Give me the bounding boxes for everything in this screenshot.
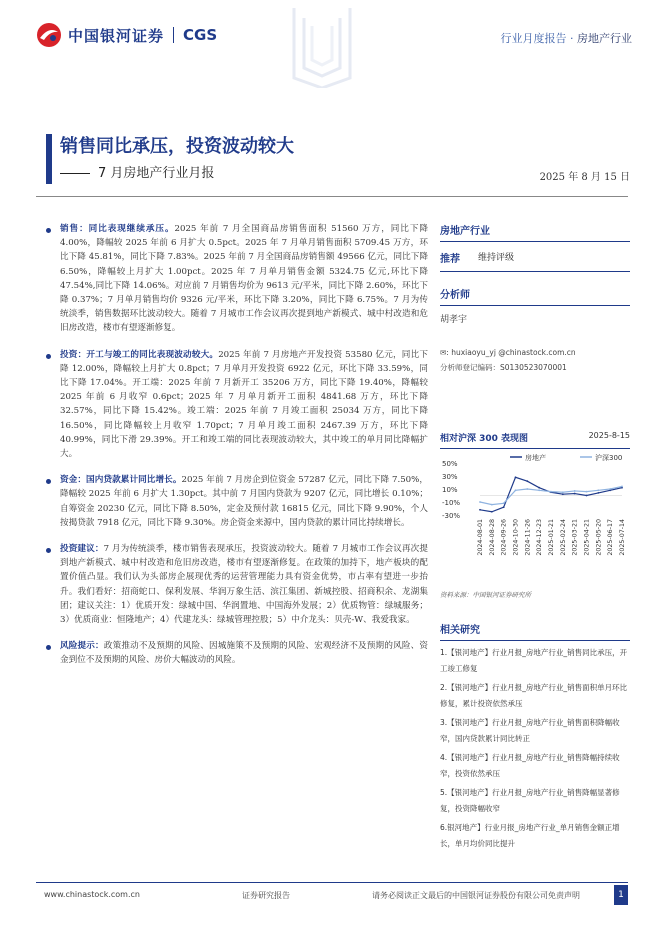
chart-header: [440, 427, 630, 449]
x-tick-label: 2024-08-01: [477, 519, 484, 556]
header-divider: [36, 196, 628, 197]
series-point: [538, 487, 540, 489]
x-tick-label: 2025-04-21: [583, 519, 591, 556]
bullet-dot-icon: [46, 228, 51, 233]
report-type: 行业月度报告: [500, 32, 567, 45]
x-tick-label: 2025-03-21: [571, 519, 579, 556]
x-tick-label: 2024-10-30: [512, 519, 520, 556]
series-point: [562, 491, 564, 493]
bullet-body: 2025 年前 7 月房企到位资金 57287 亿元，同比下降 7.50%，降幅较 2025 年前 6 月扩大 1.30pct。其中前 7 月国内贷款为 9207 亿元，同比增长 0.10%；自筹资金 20230 亿元，同比下降 8.50%，定金及预付款 16815 亿元，同比下降 9.90%，个人按揭贷款 7918 亿元，同比下降 9.30%。房企资金来源中，国内贷款的累计同比持续增长。: [60, 475, 428, 528]
series-point: [526, 480, 528, 482]
bullet-recommendation: [44, 542, 428, 627]
series-point: [479, 509, 481, 511]
rating-label: 推荐: [440, 254, 460, 265]
galaxy-logo-icon: [36, 22, 62, 48]
bullet-heading: 投资：开工与竣工的同比表现波动较大。: [60, 349, 219, 360]
x-tick-label: 2025-06-17: [607, 519, 615, 556]
bullet-dot-icon: [46, 479, 51, 484]
series-point: [503, 506, 505, 508]
bullet-risk: [44, 639, 428, 667]
analyst-heading: 分析师: [440, 272, 630, 306]
report-category: [501, 30, 633, 46]
series-point: [586, 495, 588, 497]
bullet-heading: 投资建议：: [60, 544, 104, 555]
x-tick-label: 2025-01-21: [548, 519, 555, 556]
footer-divider: [36, 882, 628, 883]
sidebar: [440, 214, 630, 851]
related-item[interactable]: 5.【银河地产】行业月报_房地产行业_销售降幅显著修复，投资降幅收窄: [440, 788, 620, 813]
title-accent-bar: [46, 134, 52, 184]
analyst-cert: 分析师登记编码：S0130523070001: [440, 363, 567, 372]
related-item[interactable]: 4.【银河地产】行业月报_房地产行业_销售降幅持续收窄，投资依然承压: [440, 753, 620, 778]
bullet-body: 7 月为传统淡季，楼市销售表现承压，投资波动较大。随着 7 月城市工作会议再次提到地产新模式、城中村改造和危旧房改造，楼市有望逐渐修复。在政策的加持下，地产板块的配置价值凸显。我们认为头部房企展现优秀的运营管理能力具有资金优势，市占率有望进一步抬升。我们看好：招商蛇口、保利发展、华润万象生活、滨江集团、新城控股、招商积余、龙湖集团；建议关注：1）优质开发：绿城中国、华润置地、中国海外发展；2）优质物管：绿城服务；3）优质商业：恒隆地产；4）代建龙头：绿城管理控股；5）中介龙头：贝壳-W、我爱我家。: [60, 544, 428, 626]
page-subtitle: [60, 162, 214, 181]
report-date: 2025 年 8 月 15 日: [539, 172, 630, 183]
bullet-body: 2025 年前 7 月房地产开发投资 53580 亿元，同比下降 12.00%，降幅较上月扩大 0.8pct；7 月单月开发投资 6922 亿元，环比下降 33.59%，同比下降 17.04%。开工端：2025 年前 7 月新开工 35206 万方，同比下降 19.40%，降幅较 2025 年前 6 月收窄 0.6pct；2025 年 7 月单月新开工面积 4841.68 万方，环比下降 32.57%，同比下降 15.42%。竣工端：2025 年前 7 月竣工面积 25034 万方，同比下降 16.50%，同比降幅较上月收窄 1.70pct；7 月单月竣工面积 2467.39 万方，环比下降 40.99%，同比下滑 29.39%。开工和竣工端的同比表现波动较大，其中竣工的单月同比降幅扩大。: [60, 349, 428, 460]
x-tick-label: 2025-07-14: [619, 519, 626, 556]
watermark-emblem-icon: [290, 8, 354, 88]
analyst-email[interactable]: huxiaoyu_yj @chinastock.com.cn: [451, 348, 576, 357]
related-list: [440, 645, 630, 851]
y-tick-label: -10%: [442, 499, 461, 507]
sidebar-industry: 房地产行业: [440, 214, 630, 242]
legend-label: 沪深300: [595, 454, 623, 462]
related-item[interactable]: 1.【银河地产】行业月报_房地产行业_销售同比承压，开工竣工修复: [440, 648, 628, 673]
footer-site[interactable]: www.chinastock.com.cn: [44, 890, 140, 899]
series-point: [491, 511, 493, 513]
logo-divider: [173, 27, 174, 43]
bullet-body: 2025 年前 7 月全国商品房销售面积 51560 万方，同比下降 4.00%，降幅较 2025 年前 6 月扩大 0.5pct。2025 年 7 月单月销售面积 5709.45 万方，环比下降 45.81%，同比下降 7.83%。2025 年前 7 月全国商品房销售额 49566 亿元，同比下降 6.50%，降幅较上月扩大 1.00pct。2025 年 7 月单月销售金额 5324.75 亿元,环比下降 47.54%,同比下降 14.06%。对应前 7 月销售均价为 9613 元/平米，同比下降 2.60%，环比下降 0.37%；7 月单月销售均价 9326 元/平米，环比下降 3.20%，同比下降 6.75%。7 月为传统淡季，销售数据环比波动较大。随着 7 月城市工作会议再次提到地产新模式、城中村改造和危旧房改造，楼市有望逐渐修复。: [60, 224, 428, 334]
bullet-heading: 资金：国内贷款累计同比增长。: [60, 475, 182, 486]
footer-disclaimer: 请务必阅读正文最后的中国银河证券股份有限公司免责声明: [372, 891, 580, 900]
series-point: [562, 493, 564, 495]
series-point: [586, 491, 588, 493]
x-tick-label: 2025-05-20: [595, 519, 603, 556]
chart-block: [440, 427, 630, 599]
series-point: [609, 488, 611, 490]
series-point: [597, 489, 599, 491]
analyst-contact: ✉: huxiaoyu_yj @chinastock.com.cn 分析师登记编码：S0130523070001: [440, 345, 630, 375]
x-tick-label: 2024-11-26: [524, 519, 532, 556]
legend-label: 房地产: [525, 454, 546, 462]
series-point: [515, 476, 517, 478]
series-point: [574, 490, 576, 492]
related-research: [440, 613, 630, 851]
industry-name: 房地产行业: [577, 32, 632, 45]
y-tick-label: 30%: [442, 473, 458, 481]
series-point: [503, 502, 505, 504]
series-point: [597, 492, 599, 494]
main-content: [44, 222, 428, 680]
y-tick-label: 50%: [442, 460, 458, 468]
related-heading: 相关研究: [440, 613, 630, 641]
series-point: [550, 491, 552, 493]
chart-source: 资料来源：中国银河证券研究所: [440, 591, 531, 599]
bullet-investment: [44, 348, 428, 462]
performance-chart: [440, 449, 630, 584]
x-tick-label: 2024-12-23: [536, 519, 544, 556]
page-number: 1: [614, 885, 628, 905]
series-point: [515, 489, 517, 491]
chart-date: 2025-8-15: [588, 431, 630, 440]
series-point: [526, 488, 528, 490]
subtitle-text: 7 月房地产行业月报: [98, 166, 215, 181]
rating-value: 维持评级: [478, 253, 515, 263]
y-tick-label: 10%: [442, 486, 458, 494]
bullet-heading: 销售：同比表现继续承压。: [60, 224, 175, 234]
x-tick-label: 2024-09-26: [500, 519, 508, 556]
chart-title: 相对沪深 300 表现图: [440, 434, 529, 444]
subtitle-dash: [60, 173, 90, 174]
analyst-name: 胡孝宇: [440, 315, 468, 325]
bullet-dot-icon: [46, 354, 51, 359]
series-point: [621, 486, 623, 488]
series-point: [538, 489, 540, 491]
bullet-body: 政策推动不及预期的风险、因城施策不及预期的风险、宏观经济不及预期的风险、资金到位不及预期的风险、房价大幅波动的风险。: [60, 641, 428, 666]
bullet-dot-icon: [46, 548, 51, 553]
brand-cgs: CGS: [183, 26, 218, 44]
y-tick-label: -30%: [442, 512, 461, 520]
x-tick-label: 2024-08-28: [488, 519, 496, 556]
related-item[interactable]: 3.【银河地产】行业月报_房地产行业_销售面积降幅收窄，国内贷款累计同比转正: [440, 718, 620, 743]
series-point: [479, 501, 481, 503]
series-point: [574, 493, 576, 495]
rating-row: [440, 242, 630, 272]
page-title: 销售同比承压，投资波动较大: [60, 136, 294, 157]
category-separator: ·: [570, 32, 574, 45]
mail-icon: ✉: [440, 348, 447, 357]
bullet-sales: [44, 222, 428, 336]
bullet-dot-icon: [46, 645, 51, 650]
brand-logo: [36, 22, 217, 48]
x-tick-label: 2025-02-24: [559, 519, 567, 556]
series-point: [491, 504, 493, 506]
bullet-heading: 风险提示：: [60, 641, 104, 652]
related-item[interactable]: 6.银河地产】行业月报_房地产行业_单月销售金额正增长，单月均价同比提升: [440, 823, 620, 848]
brand-name: 中国银河证券: [68, 26, 165, 45]
series-line-property: [480, 477, 622, 511]
footer-label: 证券研究报告: [242, 891, 290, 900]
related-item[interactable]: 2.【银河地产】行业月报_房地产行业_销售面积单月环比修复，累计投资依然承压: [440, 683, 628, 708]
bullet-funding: [44, 473, 428, 530]
